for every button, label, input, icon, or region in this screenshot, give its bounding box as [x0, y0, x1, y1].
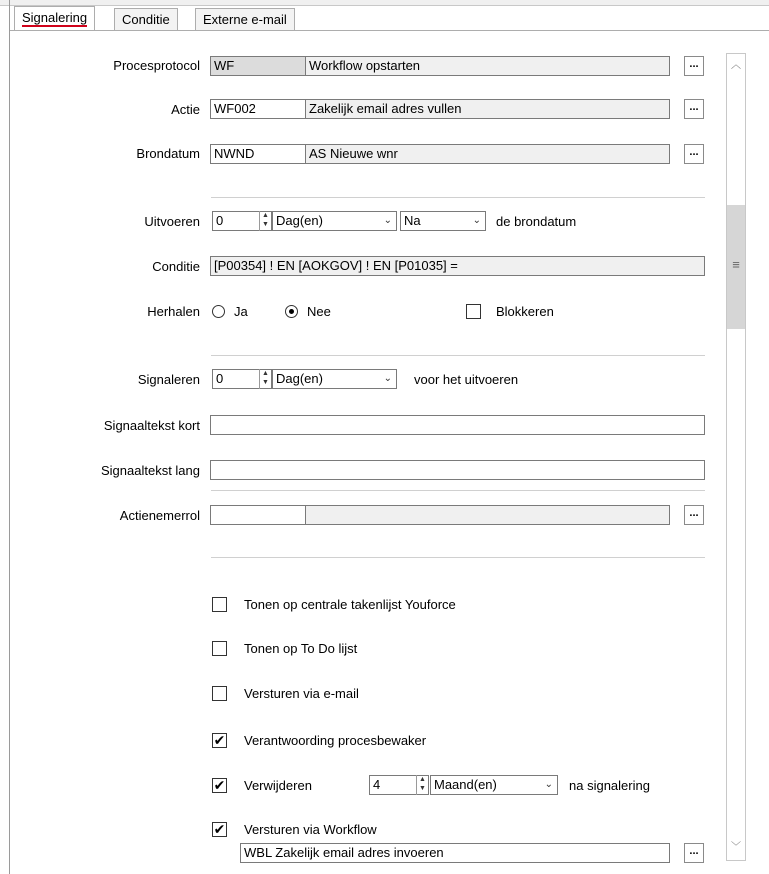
grip-icon: ≡ — [732, 257, 740, 272]
signaleren-value-input[interactable]: 0 — [212, 369, 272, 389]
blokkeren-checkbox[interactable] — [466, 304, 481, 319]
select-value: Dag(en) — [276, 213, 323, 228]
uitvoeren-spinner[interactable] — [259, 211, 271, 231]
herhalen-ja-label[interactable]: Ja — [234, 304, 248, 319]
window-left-border — [9, 0, 10, 874]
actie-code-field[interactable]: WF002 — [210, 99, 306, 119]
herhalen-nee-label[interactable]: Nee — [307, 304, 331, 319]
actienemerrol-browse-button[interactable]: ... — [684, 505, 704, 525]
centrale-takenlijst-checkbox[interactable] — [212, 597, 227, 612]
herhalen-label: Herhalen — [147, 304, 200, 319]
signaaltekst-lang-label: Signaaltekst lang — [100, 463, 200, 478]
signaleren-label: Signaleren — [137, 372, 200, 387]
select-value: Na — [404, 213, 421, 228]
chevron-down-icon: ⌄ — [472, 215, 481, 226]
verwijderen-spinner[interactable] — [416, 775, 428, 795]
separator — [211, 355, 705, 356]
tab-label: Signalering — [22, 10, 88, 25]
verwijderen-value-input[interactable]: 4 — [369, 775, 429, 795]
spin-up-icon[interactable]: ▲ — [262, 370, 269, 377]
signaleren-unit-select[interactable] — [272, 369, 397, 389]
tab-signalering[interactable] — [14, 6, 95, 30]
verwijderen-label[interactable]: Verwijderen — [244, 778, 312, 793]
workflow-browse-button[interactable]: ... — [684, 843, 704, 863]
versturen-workflow-label[interactable]: Versturen via Workflow — [244, 822, 377, 837]
uitvoeren-label: Uitvoeren — [144, 214, 200, 229]
todo-lijst-label[interactable]: Tonen op To Do lijst — [244, 641, 358, 656]
verwijderen-suffix: na signalering — [569, 778, 650, 793]
procesprotocol-browse-button[interactable]: ... — [684, 56, 704, 76]
actie-label: Actie — [171, 102, 200, 117]
tab-conditie[interactable] — [114, 8, 178, 30]
separator — [211, 197, 705, 198]
scrollbar-thumb[interactable] — [727, 205, 745, 329]
verwijderen-unit-select[interactable] — [430, 775, 558, 795]
signaleren-suffix: voor het uitvoeren — [414, 372, 519, 387]
vertical-scrollbar[interactable] — [726, 53, 746, 861]
spin-up-icon[interactable]: ▲ — [419, 776, 426, 783]
centrale-takenlijst-label[interactable]: Tonen op centrale takenlijst Youforce — [244, 597, 456, 612]
signaleren-spinner[interactable] — [259, 369, 271, 389]
verwijderen-checkbox[interactable]: ✔ — [213, 777, 226, 793]
actie-browse-button[interactable]: ... — [684, 99, 704, 119]
brondatum-label: Brondatum — [136, 146, 200, 161]
separator — [211, 557, 705, 558]
todo-lijst-checkbox[interactable] — [212, 641, 227, 656]
signaaltekst-lang-input[interactable] — [210, 460, 705, 480]
verantwoording-label[interactable]: Verantwoording procesbewaker — [244, 733, 427, 748]
brondatum-browse-button[interactable]: ... — [684, 144, 704, 164]
spin-down-icon[interactable]: ▼ — [262, 379, 269, 386]
chevron-down-icon: ⌄ — [383, 215, 392, 226]
scroll-down-icon[interactable]: ﹀ — [731, 842, 741, 853]
select-value: Dag(en) — [276, 371, 323, 386]
actie-desc-field: Zakelijk email adres vullen — [305, 99, 670, 119]
actienemerrol-code-field[interactable] — [210, 505, 306, 525]
blokkeren-label[interactable]: Blokkeren — [496, 304, 554, 319]
herhalen-ja-radio[interactable] — [212, 305, 225, 318]
chevron-down-icon: ⌄ — [544, 779, 553, 790]
conditie-field: [P00354] ! EN [AOKGOV] ! EN [P01035] = — [210, 256, 705, 276]
signaaltekst-kort-label: Signaaltekst kort — [103, 418, 200, 433]
uitvoeren-when-select[interactable] — [400, 211, 486, 231]
spin-down-icon[interactable]: ▼ — [419, 785, 426, 792]
signaaltekst-kort-input[interactable] — [210, 415, 705, 435]
select-value: Maand(en) — [434, 777, 497, 792]
chevron-down-icon: ⌄ — [383, 373, 392, 384]
brondatum-code-field[interactable]: NWND — [210, 144, 306, 164]
herhalen-nee-radio[interactable] — [285, 305, 298, 318]
scroll-up-icon[interactable]: ︿ — [731, 60, 741, 71]
versturen-workflow-field[interactable]: WBL Zakelijk email adres invoeren — [240, 843, 670, 863]
uitvoeren-unit-select[interactable] — [272, 211, 397, 231]
separator — [211, 490, 705, 491]
versturen-workflow-checkbox[interactable]: ✔ — [213, 821, 226, 837]
actienemerrol-label: Actienemerrol — [119, 508, 200, 523]
procesprotocol-label: Procesprotocol — [113, 58, 200, 73]
versturen-email-label[interactable]: Versturen via e-mail — [244, 686, 359, 701]
tab-strip-line — [10, 30, 769, 31]
tab-label: Externe e-mail — [203, 12, 287, 27]
uitvoeren-value-input[interactable]: 0 — [212, 211, 272, 231]
versturen-email-checkbox[interactable] — [212, 686, 227, 701]
window-top-strip — [0, 0, 769, 6]
procesprotocol-code-field[interactable]: WF — [210, 56, 306, 76]
spin-up-icon[interactable]: ▲ — [262, 212, 269, 219]
verantwoording-checkbox[interactable]: ✔ — [213, 732, 226, 748]
uitvoeren-suffix: de brondatum — [496, 214, 577, 229]
actienemerrol-desc-field — [305, 505, 670, 525]
procesprotocol-desc-field: Workflow opstarten — [305, 56, 670, 76]
tab-externe-email[interactable] — [195, 8, 295, 30]
brondatum-desc-field: AS Nieuwe wnr — [305, 144, 670, 164]
tab-label: Conditie — [122, 12, 170, 27]
spin-down-icon[interactable]: ▼ — [262, 221, 269, 228]
conditie-label: Conditie — [152, 259, 200, 274]
